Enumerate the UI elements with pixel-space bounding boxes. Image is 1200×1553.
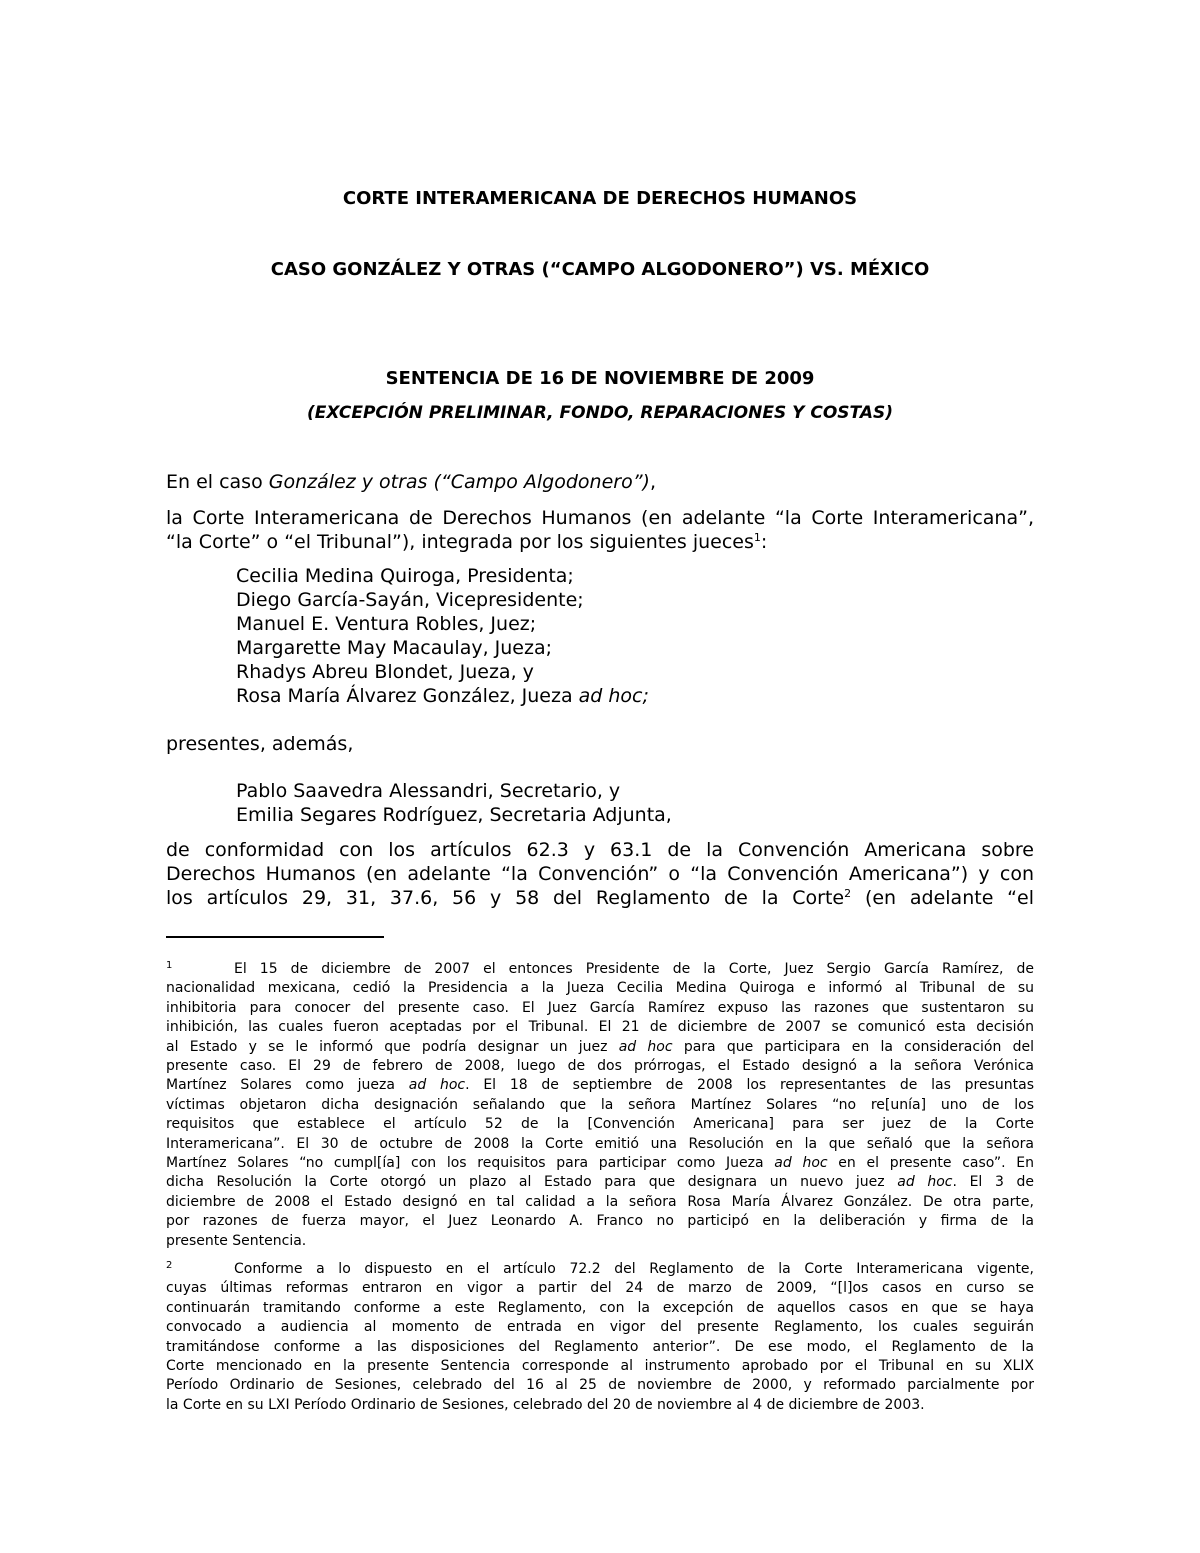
case-title: CASO GONZÁLEZ Y OTRAS (“CAMPO ALGODONERO”) VS. MÉXICO bbox=[270, 259, 930, 280]
case-name: González y otras (“Campo Algodonero”) bbox=[268, 471, 650, 493]
court-line-2-end: : bbox=[760, 531, 768, 553]
secretaries-list bbox=[166, 779, 1034, 827]
footnote-separator bbox=[166, 936, 384, 938]
footnote-1: 1 El 15 de diciembre de 2007 el entonces Presidente de la Corte, Juez Sergio García Ramírez, de nacionalidad mexicana, cedió la Presidencia a la Jueza Cecilia Medina Quiroga e informó al Tribunal de su inhibitoria para conocer del presente caso. El Juez García Ramírez expuso las razones que sustentaron su inhibición, las cuales fueron aceptadas por el Tribunal. El 21 de diciembre de 2007 se comunicó esta decisión al Estado y se le informó que podría designar un juez ad hoc para que participara en la consideración del presente caso. El 29 de febrero de 2008, luego de dos prórrogas, el Estado designó a la señora Verónica Martínez Solares como jueza ad hoc. El 18 de septiembre de 2008 los representantes de las presuntas víctimas objetaron dicha designación señalando que la señora Martínez Solares “no re[unía] uno de los requisitos que establece el artículo 52 de la [Convención Americana] para ser juez de la Corte Interamericana”. El 30 de octubre de 2008 la Corte emitió una Resolución en la que señaló que la señora Martínez Solares “no cumpl[ía] con los requisitos para participar como Jueza ad hoc en el presente caso”. En dicha Resolución la Corte otorgó un plazo al Estado para que designara un nuevo juez ad hoc. El 3 de diciembre de 2008 el Estado designó en tal calidad a la señora Rosa María Álvarez González. De otra parte, por razones de fuerza mayor, el Juez Leonardo A. Franco no participó en la deliberación y firma de la presente Sentencia. bbox=[166, 960, 1035, 1249]
secretary-item: Pablo Saavedra Alessandri, Secretario, y bbox=[236, 780, 621, 802]
secretary-item: Emilia Segares Rodríguez, Secretaria Adjunta, bbox=[236, 804, 672, 826]
court-line-2: “la Corte” o “el Tribunal”), integrada por los siguientes jueces bbox=[166, 531, 754, 553]
case-prefix: En el caso bbox=[166, 471, 269, 493]
judge-item: Cecilia Medina Quiroga, Presidenta; bbox=[236, 565, 574, 587]
footnote-ref-1[interactable]: 1 bbox=[753, 531, 761, 544]
conformity-line-1: de conformidad con los artículos 62.3 y 63.1 de la Convención Americana sobre bbox=[166, 839, 1034, 861]
case-suffix: , bbox=[649, 471, 657, 493]
conformity-line-2: Derechos Humanos (en adelante “la Convención” o “la Convención Americana”) y con bbox=[166, 863, 1034, 885]
present-label: presentes, además, bbox=[166, 733, 354, 755]
judge-item: Margarette May Macaulay, Jueza; bbox=[236, 637, 553, 659]
judgment-date-title: SENTENCIA DE 16 DE NOVIEMBRE DE 2009 bbox=[385, 368, 815, 389]
footnote-ref-2[interactable]: 2 bbox=[844, 887, 852, 900]
judge-item: Rhadys Abreu Blondet, Jueza, y bbox=[236, 661, 534, 683]
judge-item: Rosa María Álvarez González, Jueza ad hoc; bbox=[236, 685, 649, 707]
case-intro-paragraph bbox=[166, 470, 1034, 494]
court-title: CORTE INTERAMERICANA DE DERECHOS HUMANOS bbox=[342, 188, 858, 209]
conformity-paragraph bbox=[166, 838, 1034, 910]
judges-list bbox=[166, 564, 1034, 708]
court-line-1: la Corte Interamericana de Derechos Humanos (en adelante “la Corte Interamericana”, bbox=[166, 507, 1034, 529]
conformity-line-3: los artículos 29, 31, 37.6, 56 y 58 del Reglamento de la Corte$^2$ (en adelante “el bbox=[166, 887, 1034, 909]
judgment-subtitle: (EXCEPCIÓN PRELIMINAR, FONDO, REPARACIONES Y COSTAS) bbox=[306, 403, 893, 423]
court-composition-paragraph bbox=[166, 506, 1034, 554]
judge-item: Manuel E. Ventura Robles, Juez; bbox=[236, 613, 537, 635]
footnote-2: 2 Conforme a lo dispuesto en el artículo 72.2 del Reglamento de la Corte Interamericana vigente, cuyas últimas reformas entraron en vigor a partir del 24 de marzo de 2009, “[l]os casos en curso se continuarán tramitando conforme a este Reglamento, con la excepción de aquellos casos en que se haya convocado a audiencia al momento de entrada en vigor del presente Reglamento, los cuales seguirán tramitándose conforme a las disposiciones del Reglamento anterior”. De ese modo, el Reglamento de la Corte mencionado en la presente Sentencia corresponde al instrumento aprobado por el Tribunal en su XLIX Período Ordinario de Sesiones, celebrado del 16 al 25 de noviembre de 2000, y reformado parcialmente por la Corte en su LXI Período Ordinario de Sesiones, celebrado del 20 de noviembre al 4 de diciembre de 2003. bbox=[166, 1260, 1034, 1413]
judge-item: Diego García-Sayán, Vicepresidente; bbox=[236, 589, 584, 611]
